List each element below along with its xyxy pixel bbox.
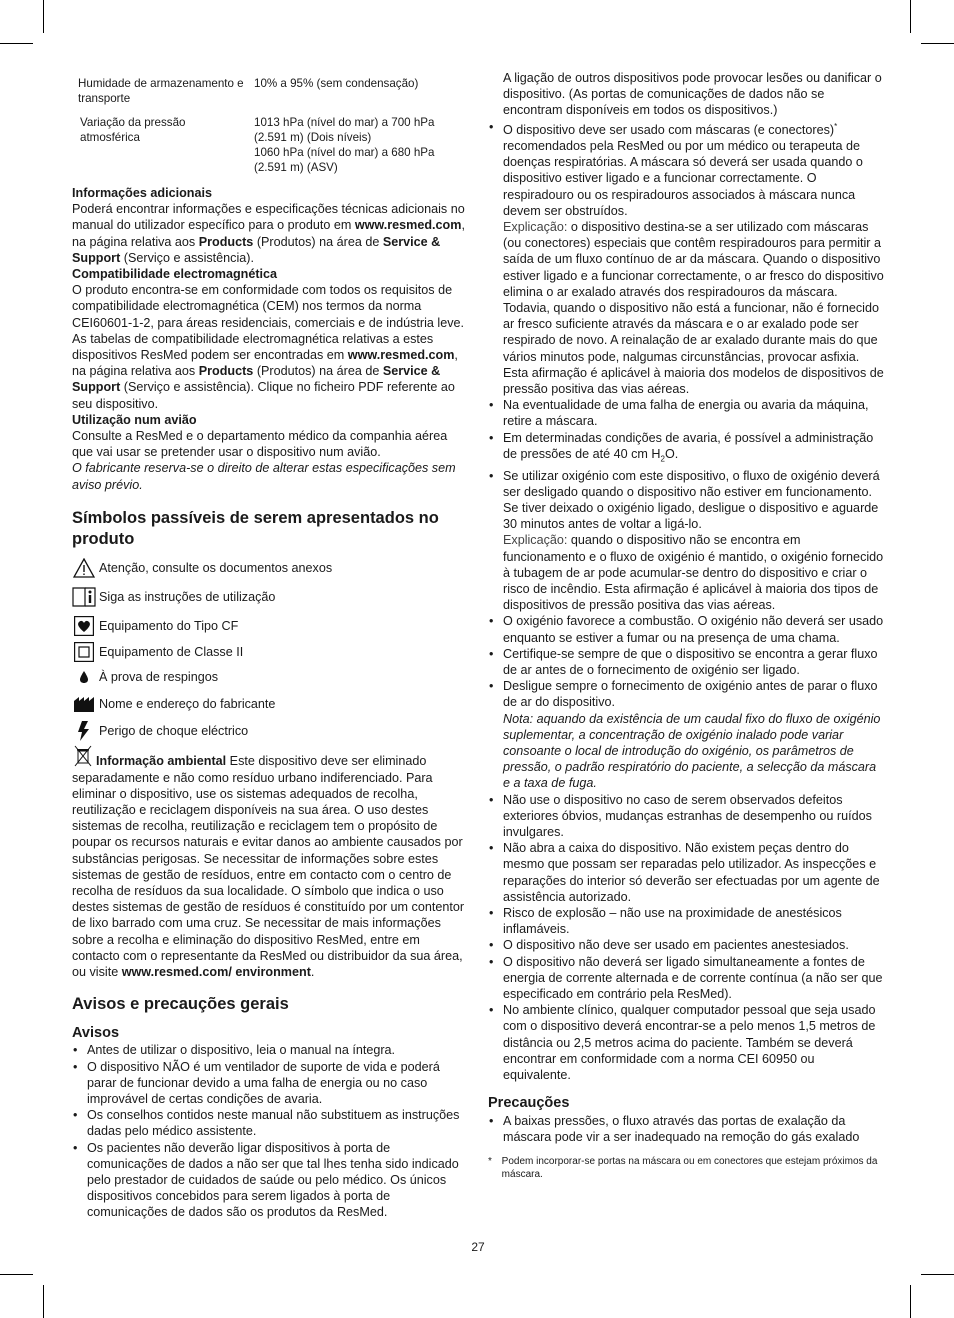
list-item: • O dispositivo NÃO é um ventilador de suporte de vida e poderá parar de funcionar devido a uma falha de energia ou no caso improvável de certas condições de avaria. [72,1059,466,1108]
warnings-list [72,1042,466,1220]
explanation: Explicação: quando o dispositivo não se encontra em funcionamento e o fluxo de oxigénio é mantido, o oxigénio fornecido à tubagem de ar pode acumular-se dentro do dispositivo e criar o risco de incêndio. Esta afirmação é aplicável à maioria dos tipos de dispositivos de pressão positiva das vias aéreas. [503,533,884,613]
warning-triangle-icon [72,557,96,579]
list-item: • Não use o dispositivo no caso de serem observados defeitos exteriores óbvios, mudanças estranhas de desempenho ou ruídos invulgares. [488,792,884,841]
symbol-row [72,613,466,639]
symbol-row [72,664,466,690]
list-item: • O dispositivo não deve ser usado em pacientes anestesiados. [488,937,884,953]
symbol-row [72,580,466,613]
list-item: • A baixas pressões, o fluxo através das portas de exalação da máscara pode vir a ser inadequado na remoção do gás exalado [488,1113,884,1145]
list-item: • Na eventualidade de uma falha de energia ou avaria da máquina, retire a máscara. [488,397,884,429]
footnote [488,1155,884,1181]
resmed-link[interactable]: www.resmed.com [354,218,462,233]
page-number: 27 [471,1240,485,1254]
spec-row-humidity [72,76,466,106]
symbol-label: Nome e endereço do fabricante [99,696,276,711]
subheading: Informações adicionais [72,186,212,200]
crop-mark [0,1274,33,1275]
list-item: • Antes de utilizar o dispositivo, leia o manual na íntegra. [72,1042,466,1058]
crop-mark [921,1274,954,1275]
list-item: • Certifique-se sempre de que o dispositivo se encontra a gerar fluxo de ar antes de o fornecimento de oxigénio ser ligado. [488,646,884,678]
spec-label: Humidade de armazenamento e transporte [78,77,244,105]
warnings-list-continued [488,792,884,1084]
warnings-list-continued [488,119,884,219]
symbol-list [72,555,466,744]
crop-mark [43,0,44,33]
subsection-heading: Avisos [72,1025,120,1042]
pressure-line: 1060 hPa (nível do mar) a 680 hPa (2.591 m) (ASV) [254,146,435,174]
environment-paragraph: Informação ambiental Este dispositivo deve ser eliminado separadamente e não como resíduo urbano indiferenciado. Para eliminar o dispositivo, use os sistemas adequados de recolha, reutilização e reciclagem disponíveis na sua área. O uso destes sistemas de recolha, reutilização e reciclagem tem o propósito de poupar os recursos naturais e evitar danos ao ambiente causados por substâncias perigosas. Se necessitar de informações sobre estes sistemas de gestão de resíduos, entre em contacto com o centro de recolha de resíduos da sua localidade. O símbolo que indica o uso destes sistemas de gestão de resíduos é constituído por um contentor de lixo barrado com uma cruz. Se necessitar de mais informações sobre a recolha e eliminação do dispositivo ResMed, entre em contacto com o representante da ResMed ou distribuidor da sua área, ou visite www.resmed.com/ environment. [72,746,466,980]
instructions-book-icon [72,582,96,612]
section-heading: Avisos e precauções gerais [72,995,289,1014]
subheading: Utilização num avião [72,412,197,427]
spec-value: 10% a 95% (sem condensação) [254,77,419,90]
crop-mark [910,0,911,33]
drip-proof-droplet-icon [72,666,96,688]
symbol-label: Siga as instruções de utilização [99,589,276,604]
symbol-row [72,690,466,718]
explanation: Explicação: o dispositivo destina-se a ser utilizado com máscaras (ou conectores) especiais que contêm respiradouros para permitir a saída de um fluxo contínuo de ar da máscara. Quando o dispositivo estiver ligado e a funcionar correctamente, o ar fresco do dispositivo elimina o ar exalado através dos respiradouros da máscara. Todavia, quando o dispositivo não está a funcionar, não é fornecido ar fresco suficiente através da máscara e o ar exalado pode ser respirado de novo. A reinalação de ar exalado durante mais do que vários minutos pode, nalgumas circunstâncias, provocar asfixia. Esta afirmação é aplicável à maioria dos modelos de dispositivos de pressão positiva das vias aéreas. [503,220,884,397]
list-item: • Os conselhos contidos neste manual não substituem as instruções dadas pelo médico assistente. [72,1107,466,1139]
right-column [488,70,884,1181]
precautions-list [488,1113,884,1145]
electric-shock-bolt-icon [72,720,96,742]
symbol-row [72,639,466,665]
list-item: • Desligue sempre o fornecimento de oxigénio antes de parar o fluxo de ar do dispositivo. [488,678,884,710]
italic-note: Nota: aquando da existência de um caudal fixo do fluxo de oxigénio suplementar, a concentração de oxigénio inalado pode variar consoante o local de introdução do oxigénio, os parâmetros de pressão, o padrão respiratório do paciente, a selecção da máscara e a taxa de fuga. [503,711,881,791]
environment-link[interactable]: www.resmed.com/ environment [121,965,311,979]
subsection-heading: Precauções [488,1095,570,1112]
crop-mark [921,43,954,44]
italic-note: O fabricante reserva-se o direito de alterar estas especificações sem aviso prévio. [72,461,456,492]
manufacturer-factory-icon [72,693,96,715]
spec-row-pressure [72,115,466,175]
paragraph: A ligação de outros dispositivos pode provocar lesões ou danificar o dispositivo. (As portas de comunicações de dados não se encontram disponíveis em todos os dispositivos.) [503,71,882,118]
symbol-row [72,718,466,744]
list-item: • Em determinadas condições de avaria, é possível a administração de pressões de até 40 cm $H_2O$. [488,430,884,468]
list-item: • Risco de explosão – não use na proximidade de anestésicos inflamáveis. [488,905,884,937]
paragraph: Poderá encontrar informações e especificações técnicas adicionais no manual do utilizador específico para o produto em www.resmed.com, na página relativa aos Products (Produtos) na área de Service & Support (Serviço e assistência). [72,202,465,265]
left-column [72,66,466,1221]
footnote-mark: * [488,1155,492,1167]
list-item: • Se utilizar oxigénio com este dispositivo, o fluxo de oxigénio deverá ser desligado quando o dispositivo não estiver em funcionamento. Se tiver deixado o oxigénio ligado, desligue o dispositivo e aguarde 30 minutos antes de voltar a ligá-lo. [488,468,884,533]
list-item: • Os pacientes não deverão ligar dispositivos à porta de comunicações de dados a não ser que tal lhes tenha sido indicado pelo prestador de cuidados de saúde ou pelo médico. Os únicos dispositivos concebidos para serem ligados à porta de comunicações de dados são os produtos da ResMed. [72,1140,466,1221]
paragraph: O produto encontra-se em conformidade com todos os requisitos de compatibilidade electromagnética (CEM) nos termos da norma CEI60601-1-2, para áreas residenciais, comerciais e de indústria leve. As tabelas de compatibilidade electromagnética relativas a estes dispositivos ResMed podem ser encontradas em www.resmed.com, na página relativa aos Products (Produtos) na área de Service & Support (Serviço e assistência). Clique no ficheiro PDF referente ao seu dispositivo. [72,283,465,411]
section-heading: Símbolos passíveis de serem apresentados no produto [72,508,439,548]
resmed-link[interactable]: www.resmed.com [347,348,455,363]
symbol-label: Atenção, consulte os documentos anexos [99,560,333,575]
section-info [72,185,466,493]
spec-label: Variação da pressão atmosférica [80,116,186,144]
pressure-line: 1013 hPa (nível do mar) a 700 hPa (2.591 m) (Dois níveis) [254,116,435,144]
list-item: • No ambiente clínico, qualquer computador pessoal que seja usado com o dispositivo deverá encontrar-se a pelo menos 1,5 metros de distância ou 2,5 metros acima do paciente. Também se deverá encontrar em conformidade com a norma CEI 60950 ou equivalente. [488,1002,884,1083]
symbol-label: À prova de respingos [99,670,219,684]
warnings-list-continued [488,613,884,710]
footnote-text: Podem incorporar-se portas na máscara ou em conectores que estejam próximos da máscara. [501,1155,878,1180]
subheading: Compatibilidade electromagnética [72,267,278,282]
list-item: • O oxigénio favorece a combustão. O oxigénio não deverá ser usado enquanto se estiver a fumar ou na presença de uma chama. [488,613,884,645]
list-item: • Não abra a caixa do dispositivo. Não existem peças dentro do mesmo que possam ser reparadas pelo utilizador. As inspecções e reparações do interior só deverão ser efectuadas por um agente de assistência autorizado. [488,840,884,905]
symbol-label: Equipamento do Tipo CF [99,619,239,633]
environment-title: Informação ambiental [96,754,227,769]
paragraph: Consulte a ResMed e o departamento médico da companhia aérea que vai usar se pretender usar o dispositivo num avião. [72,429,448,460]
list-item: • O dispositivo não deverá ser ligado simultaneamente a fontes de energia de corrente alternada e de corrente contínua (a não ser que especificado em contrário pela ResMed). [488,954,884,1003]
symbol-label: Equipamento de Classe II [99,644,244,659]
type-cf-heart-icon [72,615,96,637]
crop-mark [910,1285,911,1318]
spec-value [254,115,466,175]
crossed-bin-icon [72,746,94,766]
symbol-row [72,555,466,581]
symbol-label: Perigo de choque eléctrico [99,723,249,738]
class-ii-square-icon [72,641,96,663]
crop-mark [0,43,33,44]
warnings-list-continued [488,397,884,532]
crop-mark [43,1285,44,1318]
list-item: • O dispositivo deve ser usado com máscaras (e conectores)* recomendados pela ResMed ou por um médico ou terapeuta de doenças respiratórias. A máscara só deverá ser usada quando o dispositivo estiver ligado e a funcionar correctamente. O respiradouro ou os respiradouros associados à máscara nunca devem ser obstruídos. [488,119,884,219]
